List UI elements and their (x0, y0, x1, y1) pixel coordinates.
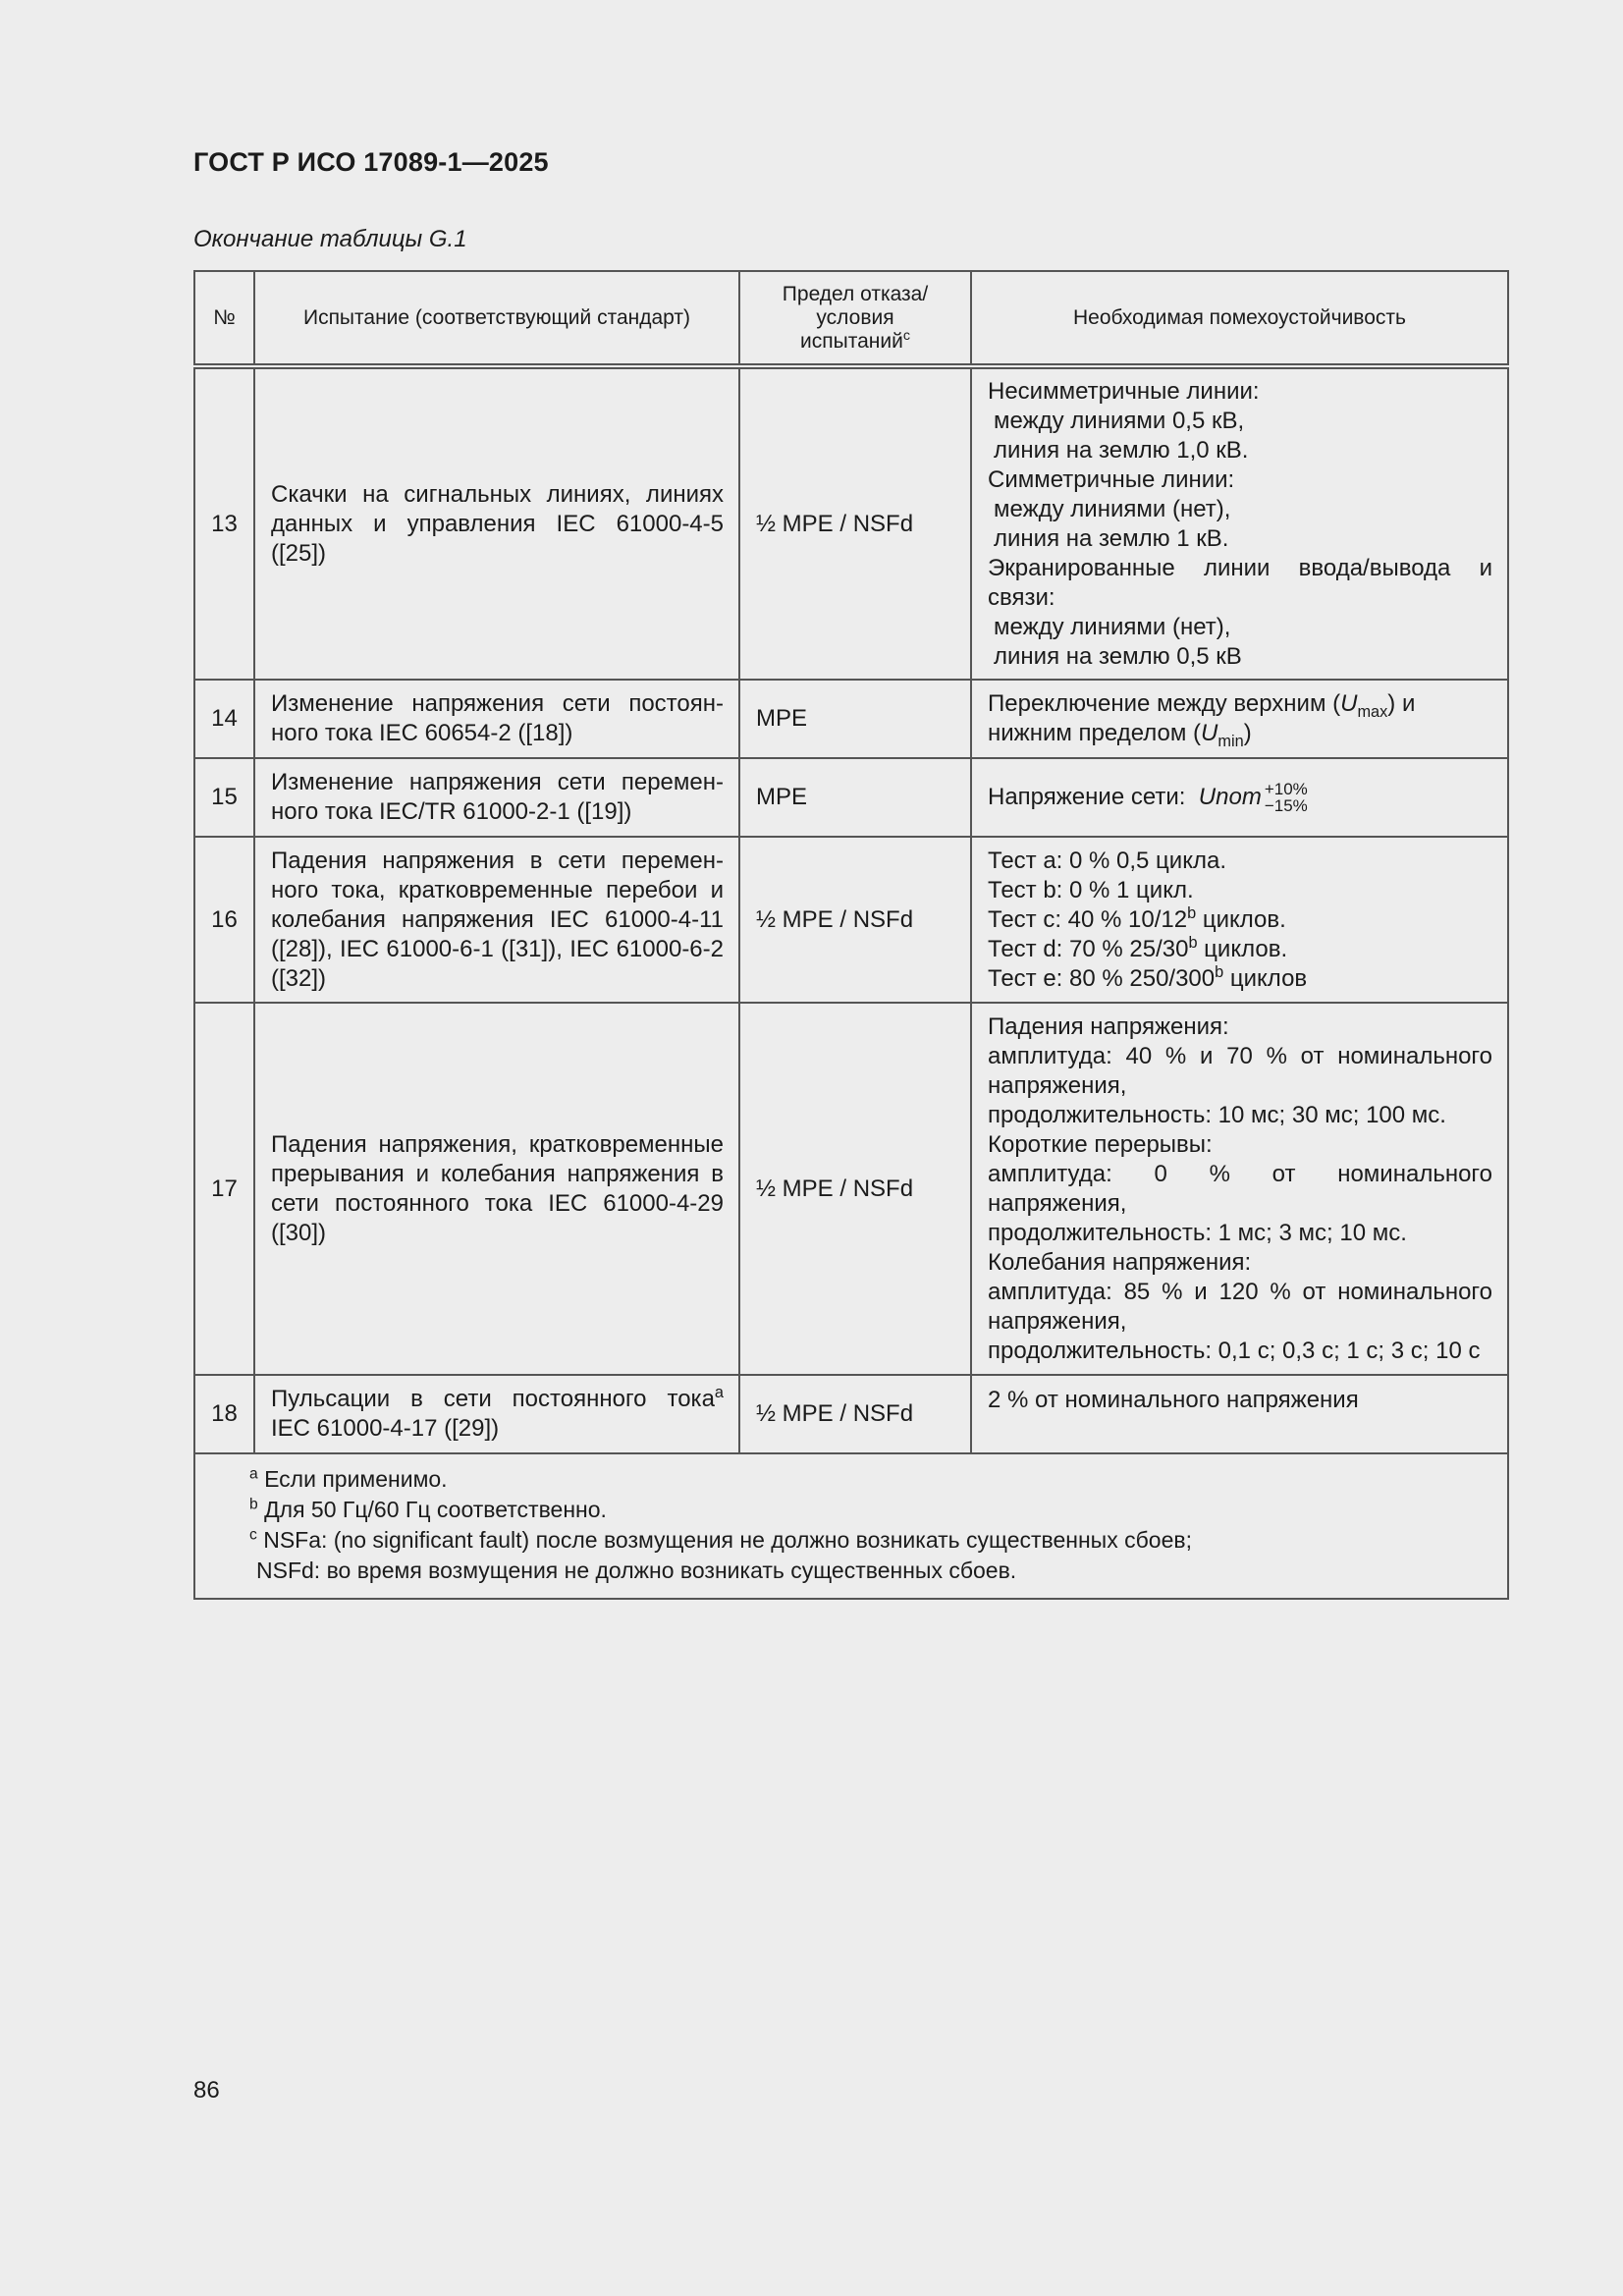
table-header-row (194, 271, 1508, 366)
col-header-limit-text: Предел отказа/ условия испытаний (782, 282, 929, 353)
immunity-line: между линиями (нет), (994, 613, 1231, 640)
immunity-line: Тест b: 0 % 1 цикл. (988, 876, 1194, 903)
immunity-line: линия на землю 1,0 кВ. (994, 436, 1249, 464)
immunity-sub: min (1217, 732, 1244, 750)
row-immunity (971, 680, 1508, 758)
row-immunity (971, 758, 1508, 837)
unom-var: Unom (1198, 784, 1262, 810)
table-row (194, 366, 1508, 680)
immunity-line: Симметричные линии: (988, 465, 1235, 493)
immunity-line (988, 964, 1492, 994)
voltage-formula (988, 781, 1308, 814)
row-num: 15 (194, 758, 254, 837)
row-limit: MPE (739, 758, 971, 837)
row-test: Падения напряжения в сети перемен-ного тока, кратковременные перебои и колебания напряжения IEC 61000-4-11 ([28]), IEC 61000-6-1 ([31]), IEC 61000-6-2 ([32]) (254, 837, 739, 1003)
immunity-text: ) и нижним пределом ( (988, 690, 1416, 746)
row-limit: MPE (739, 680, 971, 758)
immunity-text: Тест d: 70 % 25/30 (988, 935, 1189, 962)
row-test-line: IEC 61000-4-17 ([29]) (271, 1415, 500, 1442)
row-test: Изменение напряжения сети постоян-ного тока IEC 60654-2 ([18]) (254, 680, 739, 758)
immunity-text: Тест e: 80 % 250/300 (988, 964, 1216, 992)
footnote-mark: b (249, 1496, 258, 1513)
footnote (195, 1464, 1507, 1495)
page-number: 86 (193, 2077, 220, 2104)
footnote-text: Для 50 Гц/60 Гц соответственно. (264, 1497, 607, 1522)
footnote-ref: b (1188, 933, 1198, 952)
row-test-line (271, 1385, 724, 1414)
footnote-text: NSFa: (no significant fault) после возмущения не должно возникать существенных сбоев; (263, 1527, 1192, 1553)
immunity-line: линия на землю 1 кВ. (994, 524, 1229, 552)
immunity-line: Колебания напряжения: (988, 1248, 1252, 1276)
footnote-mark: c (249, 1526, 257, 1544)
immunity-line (988, 905, 1492, 935)
immunity-line: между линиями (нет), (994, 495, 1231, 522)
table-row (194, 837, 1508, 1003)
immunity-line: Падения напряжения: (988, 1012, 1229, 1040)
table-row (194, 758, 1508, 837)
row-test: Скачки на сигнальных линиях, линиях данных и управления IEC 61000-4-5 ([25]) (254, 366, 739, 680)
row-num: 18 (194, 1375, 254, 1453)
table-row (194, 1375, 1508, 1453)
col-header-limit-sup: c (902, 327, 910, 344)
immunity-line: Экранированные линии ввода/вывода и (988, 554, 1492, 581)
footnote (195, 1495, 1507, 1525)
footnote (195, 1525, 1507, 1556)
row-limit: ½ MPE / NSFd (739, 366, 971, 680)
footnote-ref: b (1215, 962, 1224, 981)
row-num: 17 (194, 1003, 254, 1375)
immunity-line: напряжения, (988, 1189, 1127, 1217)
row-num: 13 (194, 366, 254, 680)
immunity-text: Напряжение сети: (988, 784, 1186, 810)
row-immunity (971, 1003, 1508, 1375)
footnote-text: Если применимо. (264, 1466, 448, 1492)
immunity-line: между линиями 0,5 кВ, (994, 407, 1245, 434)
footnote-ref: b (1187, 903, 1197, 922)
immunity-line: напряжения, (988, 1307, 1127, 1335)
immunity-text: Тест c: 40 % 10/12 (988, 905, 1188, 933)
row-test-text: Пульсации в сети постоянного тока (271, 1386, 715, 1412)
col-header-test: Испытание (соответствующий стандарт) (254, 271, 739, 366)
footnote-mark: a (249, 1465, 258, 1483)
row-limit: ½ MPE / NSFd (739, 1003, 971, 1375)
row-immunity (971, 837, 1508, 1003)
row-test (254, 1375, 739, 1453)
immunity-line: Короткие перерывы: (988, 1130, 1213, 1158)
immunity-line (988, 935, 1492, 964)
row-num: 14 (194, 680, 254, 758)
immunity-var: U (1340, 690, 1358, 717)
row-immunity (971, 366, 1508, 680)
col-header-immunity: Необходимая помехоустойчивость (971, 271, 1508, 366)
col-header-num: № (194, 271, 254, 366)
tolerance-upper: +10% (1264, 780, 1308, 798)
footnote-continuation: NSFd: во время возмущения не должно возникать существенных сбоев. (256, 1558, 1017, 1583)
immunity-line: напряжения, (988, 1071, 1127, 1099)
immunity-text: циклов. (1196, 905, 1286, 933)
tolerance-lower: −15% (1264, 796, 1308, 815)
immunity-line: продолжительность: 0,1 с; 0,3 с; 1 с; 3 с; 10 с (988, 1337, 1481, 1364)
row-immunity: 2 % от номинального напряжения (971, 1375, 1508, 1453)
immunity-line: Несимметричные линии: (988, 377, 1260, 405)
footnotes-row (194, 1453, 1508, 1599)
table-caption: Окончание таблицы G.1 (193, 226, 467, 252)
table-row (194, 680, 1508, 758)
immunity-line: Тест a: 0 % 0,5 цикла. (988, 847, 1226, 874)
immunity-table (193, 270, 1509, 1600)
immunity-text: Переключение между верхним ( (988, 690, 1341, 717)
immunity-var: U (1201, 720, 1218, 746)
row-limit: ½ MPE / NSFd (739, 837, 971, 1003)
footnotes-cell (194, 1453, 1508, 1599)
immunity-sub: max (1357, 702, 1388, 721)
row-test: Падения напряжения, кратковременные прерывания и колебания напряжения в сети постоянного тока IEC 61000-4-29 ([30]) (254, 1003, 739, 1375)
immunity-text: циклов. (1197, 935, 1288, 962)
immunity-text: циклов (1223, 964, 1308, 992)
immunity-text: ) (1243, 720, 1252, 746)
table-row (194, 1003, 1508, 1375)
row-num: 16 (194, 837, 254, 1003)
immunity-line: связи: (988, 583, 1055, 611)
immunity-line: продолжительность: 10 мс; 30 мс; 100 мс. (988, 1101, 1446, 1128)
immunity-line: линия на землю 0,5 кВ (994, 642, 1242, 670)
row-limit: ½ MPE / NSFd (739, 1375, 971, 1453)
document-header: ГОСТ Р ИСО 17089-1—2025 (193, 147, 549, 177)
row-test: Изменение напряжения сети перемен-ного тока IEC/TR 61000-2-1 ([19]) (254, 758, 739, 837)
immunity-line: амплитуда: 0 % от номинального (988, 1160, 1492, 1187)
col-header-limit (739, 271, 971, 366)
footnote-ref: a (714, 1384, 724, 1401)
immunity-line: продолжительность: 1 мс; 3 мс; 10 мс. (988, 1219, 1407, 1246)
immunity-line: амплитуда: 85 % и 120 % от номинального (988, 1278, 1492, 1305)
immunity-line: амплитуда: 40 % и 70 % от номинального (988, 1042, 1492, 1069)
tolerance-stack (1265, 781, 1308, 814)
